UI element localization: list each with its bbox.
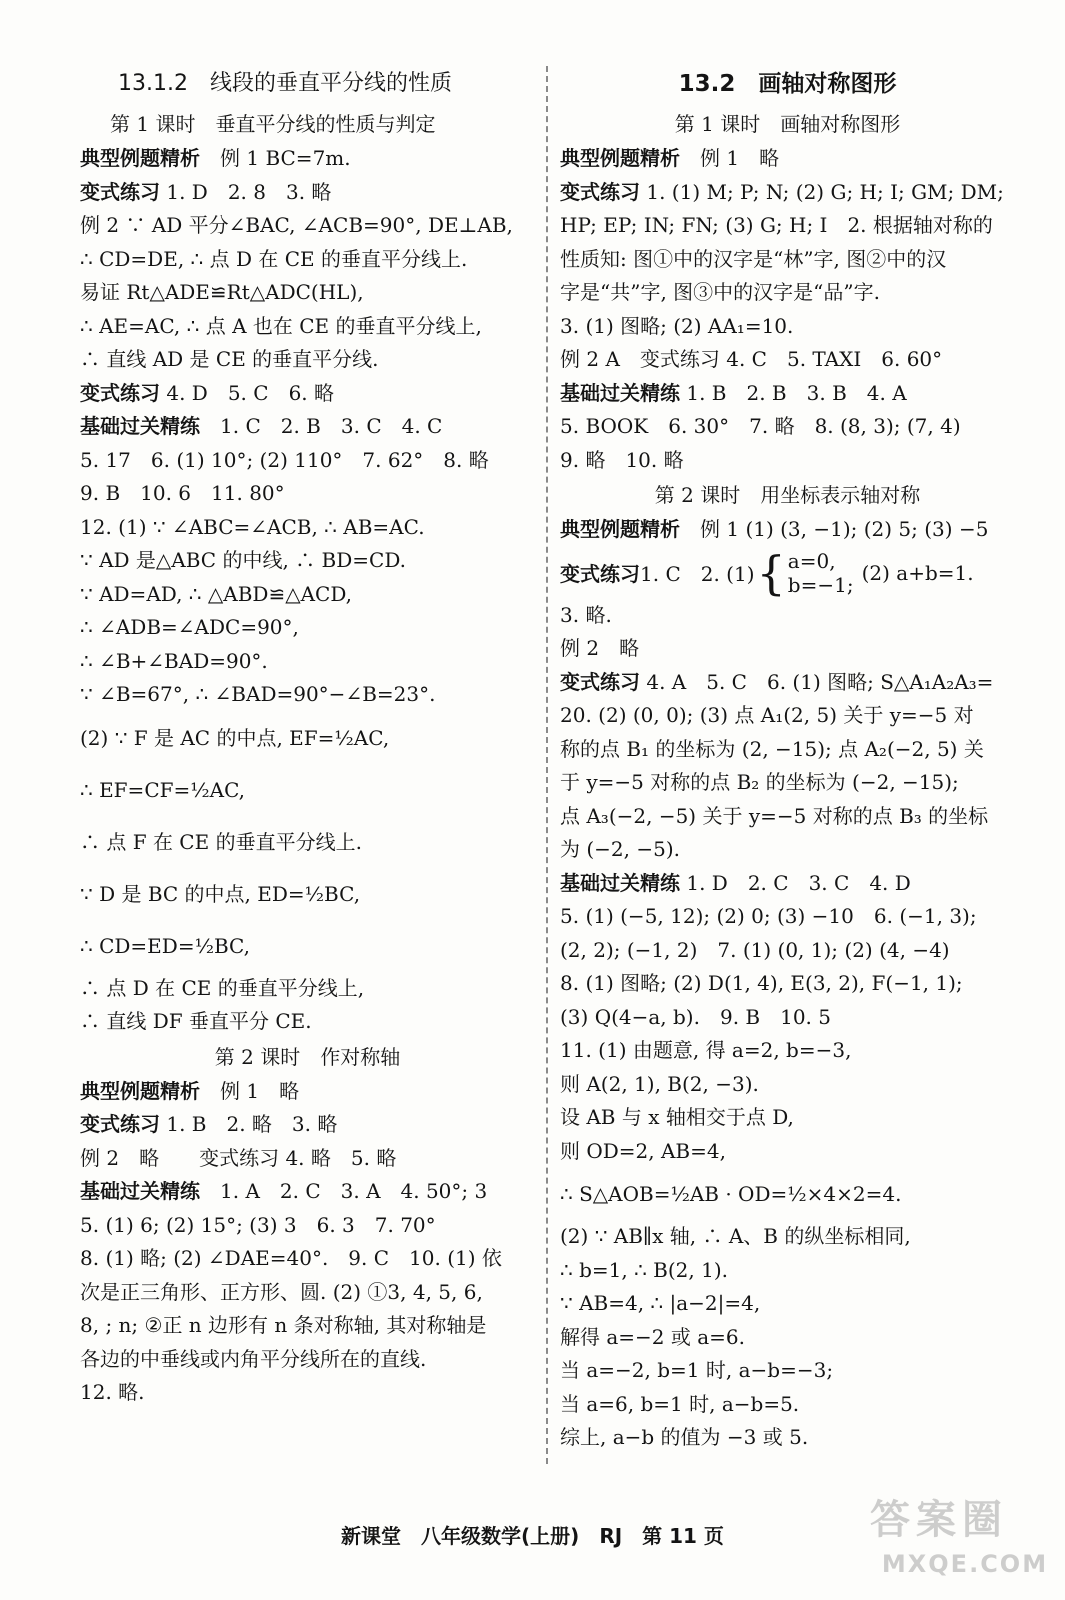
answer-line [560,934,1015,968]
section-label: 变式练习 [80,179,160,204]
answer-line [560,142,1015,176]
answer-text: 3. (1) 图略; (2) AA₁=10. [560,313,794,338]
answer-text: ∵ ∠B=67°, ∴ ∠BAD=90°−∠B=23°. [80,682,436,706]
answer-line [80,1209,535,1243]
answer-line [560,900,1015,934]
answer-line [80,176,535,210]
answer-line [560,867,1015,901]
answer-line: (2) ∵ F 是 AC 的中点, EF=½AC, [80,725,390,750]
answer-text: 则 OD=2, AB=4, [560,1138,726,1163]
answer-line: 解得 a=−2 或 a=6. [560,1324,745,1349]
answer-line [80,410,535,444]
answer-line [80,444,535,478]
answer-text: 1. D 2. C 3. C 4. D [680,870,911,895]
section-title-13-1-2: 13.1.2 线段的垂直平分线的性质 [118,71,452,96]
right-answers-1 [560,142,1015,477]
answer-text: 8. (1) 图略; (2) D(1, 4), E(3, 2), F(−1, 1); [560,971,963,995]
answer-line [560,1068,1015,1102]
answer-line [560,766,1015,800]
section-label: 典型例题精析 [80,146,200,170]
answer-text: 5. (1) (−5, 12); (2) 0; (3) −10 6. (−1, 3); [560,904,977,928]
answer-line [560,833,1015,867]
answer-line [560,209,1015,243]
answer-text: (2, 2); (−1, 2) 7. (1) (0, 1); (2) (4, −4) [560,937,950,962]
answer-text: 易证 Rt△ADE≌Rt△ADC(HL), [80,280,364,304]
answer-text: 例 2 略 变式练习 4. 略 5. 略 [80,1145,397,1170]
answer-text: 1. C 2. B 3. C 4. C [200,414,443,438]
answer-line [560,343,1015,377]
right-answers-2 [560,599,1015,1169]
section-label: 基础过关精练 [80,1179,200,1203]
answer-line [560,1034,1015,1068]
answer-line [560,276,1015,310]
answer-text: 例 1 略 [680,146,780,170]
answer-text: 称的点 B₁ 的坐标为 (2, −15); 点 A₂(−2, 5) 关 [560,736,984,761]
left-answers-1 [80,142,535,712]
answer-line [80,1142,535,1176]
section-label: 典型例题精析 [80,1078,200,1103]
answer-text: 字是“共”字, 图③中的汉字是“品”字. [560,280,880,304]
answer-text: 9. 略 10. 略 [560,447,684,472]
answer-text: 5. (1) 6; (2) 15°; (3) 3 6. 3 7. 70° [80,1212,436,1237]
answer-line [80,209,535,243]
answer-text: 于 y=−5 对称的点 B₂ 的坐标为 (−2, −15); [560,770,959,794]
section-label: 基础过关精练 [560,380,680,405]
answer-text: 1. B 2. B 3. B 4. A [680,380,907,405]
answer-line [80,310,535,344]
answer-line [560,967,1015,1001]
answer-line [80,645,535,679]
answer-line [80,578,535,612]
equation-stack: a=0, b=−1; [787,548,854,597]
left-answers-2 [80,972,535,1039]
answer-line [80,611,535,645]
answer-line [560,310,1015,344]
answer-line [560,410,1015,444]
answer-text: 1. A 2. C 3. A 4. 50°; 3 [200,1179,488,1203]
right-lesson-title-1: 第 1 课时 画轴对称图形 [674,112,901,136]
answer-text: ∵ AD=AD, ∴ △ABD≌△ACD, [80,581,353,606]
answer-line [80,1276,535,1310]
column-divider [546,66,548,1464]
answer-text: 例 2 ∵ AD 平分∠BAC, ∠ACB=90°, DE⊥AB, [80,213,513,237]
answer-line [80,678,535,712]
section-label: 典型例题精析 [560,146,680,170]
section-title-13-2: 13.2 画轴对称图形 [678,71,897,97]
answer-text: 12. (1) ∵ ∠ABC=∠ACB, ∴ AB=AC. [80,514,425,539]
answer-line [80,343,535,377]
answer-text: 例 1 BC=7m. [200,146,351,170]
answer-line [80,142,535,176]
answer-line [560,444,1015,478]
answer-line [80,1108,535,1142]
section-label: 变式练习 [80,380,160,405]
answer-line [560,176,1015,210]
answer-line [80,1376,535,1410]
answer-line: ∴ EF=CF=½AC, [80,777,246,802]
watermark-logo-text: 答案圈 [870,1497,1008,1543]
answer-text: ∵ AD 是△ABC 的中线, ∴ BD=CD. [80,548,407,572]
answer-line [80,1242,535,1276]
answer-line [80,243,535,277]
answer-line [80,477,535,511]
area-line: ∴ S△AOB=½AB · OD=½×4×2=4. [560,1182,902,1206]
answer-line: ∴ b=1, ∴ B(2, 1). [560,1257,728,1282]
answer-line: ∴ 直线 DF 垂直平分 CE. [80,1009,312,1033]
answer-text: 5. BOOK 6. 30° 7. 略 8. (8, 3); (7, 4) [560,414,961,438]
answer-line [560,800,1015,834]
answer-text: 4. A 5. C 6. (1) 图略; S△A₁A₂A₃= [640,669,994,694]
answer-line [560,377,1015,411]
answer-text: ∴ 直线 AD 是 CE 的垂直平分线. [80,347,379,371]
answer-line [80,1309,535,1343]
answer-line: 综上, a−b 的值为 −3 或 5. [560,1425,809,1449]
right-lesson-title-2: 第 2 课时 用坐标表示轴对称 [654,483,921,507]
answer-line: 当 a=6, b=1 时, a−b=5. [560,1391,800,1416]
answer-text: 1. B 2. 略 3. 略 [160,1112,338,1136]
answer-text: 20. (2) (0, 0); (3) 点 A₁(2, 5) 关于 y=−5 对 [560,703,974,727]
answer-text: 11. (1) 由题意, 得 a=2, b=−3, [560,1038,852,1062]
brace-symbol: { [756,545,786,600]
answer-text: 5. 17 6. (1) 10°; (2) 110° 7. 62° 8. 略 [80,447,489,472]
answer-text: 1. (1) M; P; N; (2) G; H; I; GM; DM; [640,179,1004,204]
answer-text: 例 2 略 [560,636,640,660]
answer-text: 4. D 5. C 6. 略 [160,380,335,405]
answer-line [560,599,1015,633]
answer-text: (3) Q(4−a, b). 9. B 10. 5 [560,1004,831,1029]
answer-text: 3. 略. [560,602,612,627]
section-label: 基础过关精练 [80,414,200,438]
answer-text: 9. B 10. 6 11. 80° [80,481,285,505]
answer-line: ∴ 点 D 在 CE 的垂直平分线上, [80,975,365,1000]
answer-text: 性质知: 图①中的汉字是“林”字, 图②中的汉 [560,246,947,271]
page-footer: 新课堂 八年级数学(上册) RJ 第 11 页 [341,1524,724,1548]
answer-line [80,511,535,545]
answer-text: ∴ CD=DE, ∴ 点 D 在 CE 的垂直平分线上. [80,246,468,271]
answer-text: 各边的中垂线或内角平分线所在的直线. [80,1346,427,1371]
answer-line [80,1175,535,1209]
answer-text: 例 2 A 变式练习 4. C 5. TAXI 6. 60° [560,347,943,371]
answer-text: ∴ ∠B+∠BAD=90°. [80,648,268,673]
lesson-title-1: 第 1 课时 垂直平分线的性质与判定 [110,112,436,136]
answer-line [560,1135,1015,1169]
answer-line [560,1001,1015,1035]
section-label: 基础过关精练 [560,870,680,895]
answer-line [560,1101,1015,1135]
left-answers-3 [80,1075,535,1410]
answer-line: ∵ D 是 BC 的中点, ED=½BC, [80,881,361,906]
answer-text: 8, ; n; ②正 n 边形有 n 条对称轴, 其对称轴是 [80,1313,487,1337]
answer-line [80,377,535,411]
answer-text: 12. 略. [80,1380,145,1404]
equation-system-line: 变式练习 1. C 2. (1) { a=0, b=−1; (2) a+b=1. [560,545,974,600]
answer-text: 为 (−2, −5). [560,837,680,861]
answer-line: (2) ∵ AB∥x 轴, ∴ A、B 的纵坐标相同, [560,1224,911,1248]
answer-line [80,1343,535,1377]
lesson-title-2: 第 2 课时 作对称轴 [214,1044,401,1069]
answer-line [560,666,1015,700]
answer-text: 设 AB 与 x 轴相交于点 D, [560,1105,794,1129]
answer-line: 当 a=−2, b=1 时, a−b=−3; [560,1358,834,1382]
right-column [560,62,1015,1455]
answer-text: 点 A₃(−2, −5) 关于 y=−5 对称的点 B₃ 的坐标 [560,803,989,828]
left-column [80,62,535,1410]
answer-line [560,699,1015,733]
answer-line [560,632,1015,666]
watermark-logo [870,1490,1060,1595]
answer-text: 8. (1) 略; (2) ∠DAE=40°. 9. C 10. (1) 依 [80,1246,502,1270]
watermark-url: MXQE.COM [881,1550,1049,1578]
answer-line: ∴ CD=ED=½BC, [80,933,250,958]
left-fraction-lines [80,712,535,972]
answer-text: ∴ ∠ADB=∠ADC=90°, [80,615,299,639]
answer-line: ∵ AB=4, ∴ |a−2|=4, [560,1291,761,1315]
answer-text: 次是正三角形、正方形、圆. (2) ①3, 4, 5, 6, [80,1279,483,1304]
answer-text: ∴ AE=AC, ∴ 点 A 也在 CE 的垂直平分线上, [80,313,482,338]
answer-line [80,276,535,310]
answer-line: ∴ 点 F 在 CE 的垂直平分线上. [80,829,362,854]
answer-text: 1. D 2. 8 3. 略 [160,179,332,204]
answer-text: 则 A(2, 1), B(2, −3). [560,1071,759,1096]
section-label: 变式练习 [80,1112,160,1136]
answer-line [560,733,1015,767]
section-label: 变式练习 [560,179,640,204]
answer-line [80,1075,535,1109]
answer-line [560,243,1015,277]
section-label: 变式练习 [560,669,640,694]
right-answers-3 [560,1220,1015,1455]
answer-line [80,544,535,578]
right-typical-example: 典型例题精析 例 1 (1) (3, −1); (2) 5; (3) −5 [560,517,989,541]
answer-text: 例 1 略 [200,1078,300,1103]
answer-text: HP; EP; IN; FN; (3) G; H; I 2. 根据轴对称的 [560,213,993,237]
